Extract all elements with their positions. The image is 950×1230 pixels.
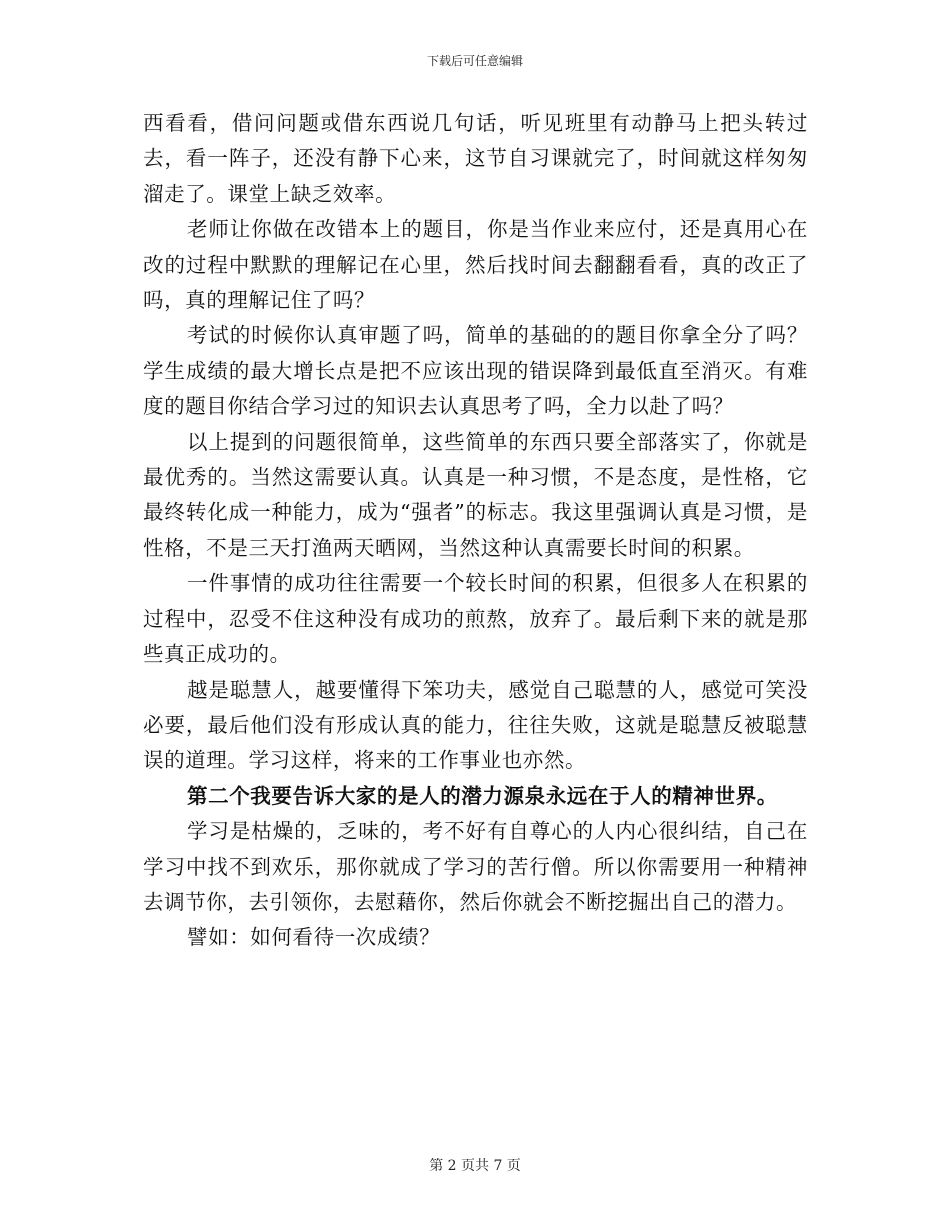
paragraph-6: 越是聪慧人，越要懂得下笨功夫，感觉自己聪慧的人，感觉可笑没必要，最后他们没有形成认真的能力，往往失败，这就是聪慧反被聪慧误的道理。学习这样，将来的工作事业也亦然。 <box>143 677 808 773</box>
paragraph-5: 一件事情的成功往往需要一个较长时间的积累，但很多人在积累的过程中，忍受不住这种没有成功的煎熬，放弃了。最后剩下来的就是那些真正成功的。 <box>143 571 808 667</box>
document-body <box>143 106 808 956</box>
paragraph-2: 老师让你做在改错本上的题目，你是当作业来应付，还是真用心在改的过程中默默的理解记在心里，然后找时间去翻翻看看，真的改正了吗，真的理解记住了吗？ <box>143 217 808 313</box>
paragraph-4: 以上提到的问题很简单，这些简单的东西只要全部落实了，你就是最优秀的。当然这需要认真。认真是一种习惯，不是态度，是性格，它最终转化成一种能力，成为“强者”的标志。我这里强调认真是习惯，是性格，不是三天打渔两天晒网，当然这种认真需要长时间的积累。 <box>143 429 808 560</box>
page-header: 下载后可任意编辑 <box>426 54 523 68</box>
paragraph-3: 考试的时候你认真审题了吗，简单的基础的的题目你拿全分了吗？学生成绩的最大增长点是把不应该出现的错误降到最低直至消灭。有难度的题目你结合学习过的知识去认真思考了吗，全力以赴了吗？ <box>143 323 808 419</box>
section-heading-paragraph: 第二个我要告诉大家的是人的潜力源泉永远在于人的精神世界。 <box>187 783 778 808</box>
paragraph-9: 譬如：如何看待一次成绩？ <box>187 925 441 950</box>
page-footer: 第 2 页共 7 页 <box>429 1158 521 1174</box>
paragraph-1: 西看看，借问问题或借东西说几句话，听见班里有动静马上把头转过去，看一阵子，还没有静下心来，这节自习课就完了，时间就这样匆匆溜走了。课堂上缺乏效率。 <box>143 111 808 206</box>
paragraph-8: 学习是枯燥的，乏味的，考不好有自尊心的人内心很纠结，自己在学习中找不到欢乐，那你就成了学习的苦行僧。所以你需要用一种精神去调节你，去引领你，去慰藉你，然后你就会不断挖掘出自己的潜力。 <box>143 819 808 914</box>
